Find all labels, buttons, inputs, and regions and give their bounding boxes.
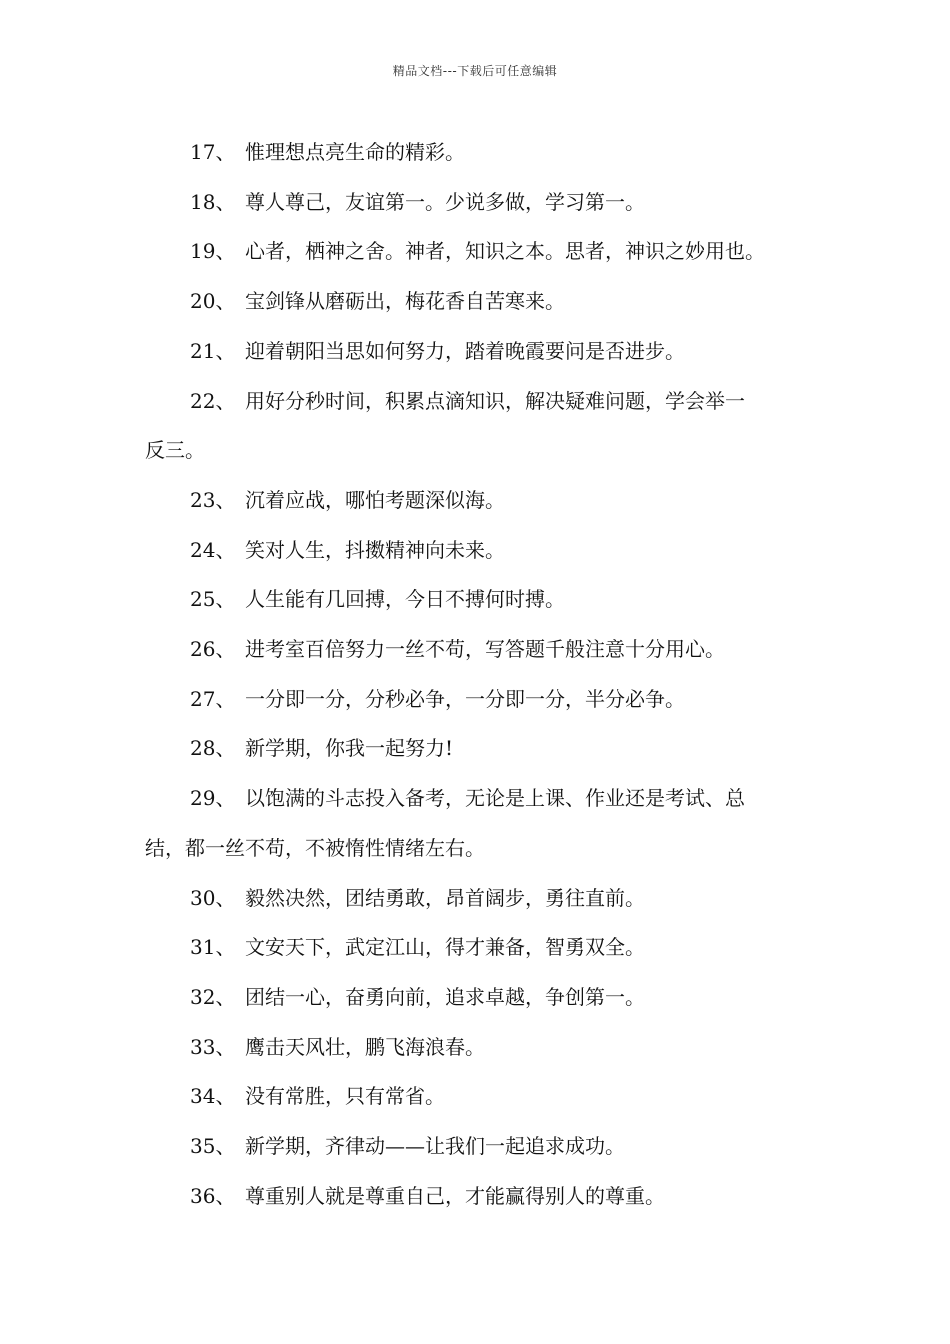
list-item-28 [145,724,815,774]
list-item-32 [145,973,815,1023]
item-text: 没有常胜，只有常省。 [245,1084,445,1109]
item-text-continued: 结，都一丝不苟，不被惰性情绪左右。 [145,835,485,860]
item-text: 团结一心，奋勇向前，追求卓越，争创第一。 [245,984,645,1009]
item-text: 宝剑锋从磨砺出，梅花香自苦寒来。 [245,289,565,314]
list-item-22 [145,377,815,476]
list-item-24 [145,526,815,576]
item-text: 鹰击天风壮，鹏飞海浪春。 [245,1034,485,1059]
item-text: 沉着应战，哪怕考题深似海。 [245,487,505,512]
item-text: 文安天下，武定江山，得才兼备，智勇双全。 [245,935,645,960]
list-item-35 [145,1122,815,1172]
item-text: 笑对人生，抖擞精神向未来。 [245,537,505,562]
item-text: 新学期，你我一起努力! [245,736,454,761]
item-text: 尊重别人就是尊重自己，才能赢得别人的尊重。 [245,1183,665,1208]
item-number: 24、 [190,537,236,562]
item-number: 27、 [190,686,236,711]
page-header: 精品文档---下载后可任意编辑 [392,64,558,78]
item-number: 28、 [190,736,236,761]
item-number: 25、 [190,587,236,612]
item-number: 19、 [190,239,236,264]
item-text-continued: 反三。 [145,438,205,463]
item-number: 35、 [190,1134,236,1159]
item-text: 用好分秒时间，积累点滴知识，解决疑难问题，学会举一 [245,388,745,413]
list-item-36 [145,1172,815,1222]
list-item-30 [145,874,815,924]
item-number: 18、 [190,189,236,214]
item-number: 29、 [190,786,236,811]
item-text: 心者，栖神之舍。神者，知识之本。思者，神识之妙用也。 [245,239,765,264]
list-item-31 [145,923,815,973]
list-item-27 [145,675,815,725]
list-item-25 [145,575,815,625]
item-number: 30、 [190,885,236,910]
item-number: 22、 [190,388,236,413]
item-text: 毅然决然，团结勇敢，昂首阔步，勇往直前。 [245,885,645,910]
item-number: 31、 [190,935,236,960]
item-number: 23、 [190,487,236,512]
item-text: 尊人尊己，友谊第一。少说多做，学习第一。 [245,189,645,214]
item-number: 36、 [190,1183,236,1208]
list-item-33 [145,1023,815,1073]
list-item-19 [145,227,815,277]
item-text: 以饱满的斗志投入备考，无论是上课、作业还是考试、总 [245,786,745,811]
item-number: 17、 [190,140,236,164]
item-text: 惟理想点亮生命的精彩。 [245,140,465,164]
item-text: 人生能有几回搏，今日不搏何时搏。 [245,587,565,612]
list-item-17 [145,128,815,178]
list-item-20 [145,277,815,327]
item-number: 32、 [190,984,236,1009]
list-item-34 [145,1072,815,1122]
list-item-23 [145,476,815,526]
list-item-29 [145,774,815,873]
item-text: 进考室百倍努力一丝不苟，写答题千般注意十分用心。 [245,637,725,662]
item-number: 26、 [190,637,236,662]
item-number: 21、 [190,338,236,363]
item-text: 一分即一分，分秒必争，一分即一分，半分必争。 [245,686,685,711]
item-text: 新学期，齐律动——让我们一起追求成功。 [245,1134,625,1159]
list-item-18 [145,178,815,228]
list-item-21 [145,327,815,377]
item-text: 迎着朝阳当思如何努力，踏着晚霞要问是否进步。 [245,338,685,363]
item-number: 34、 [190,1084,236,1109]
list-item-26 [145,625,815,675]
item-number: 20、 [190,289,236,314]
document-body [145,128,815,1221]
item-number: 33、 [190,1034,236,1059]
